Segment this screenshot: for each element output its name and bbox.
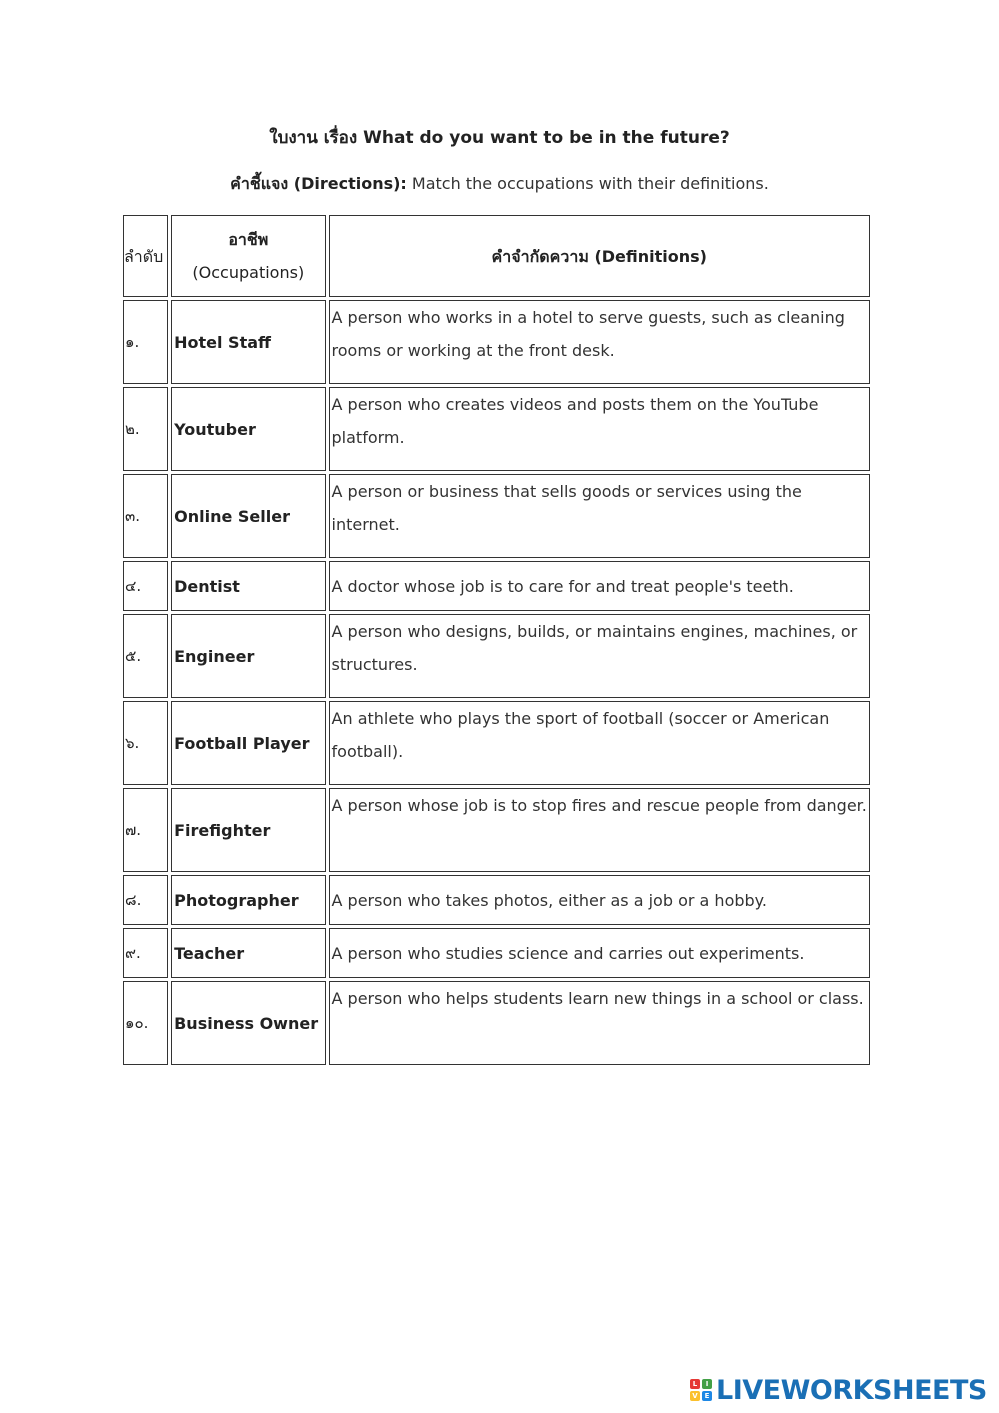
worksheet-title: ใบงาน เรื่อง What do you want to be in the future? <box>269 128 730 148</box>
table-row <box>123 928 870 978</box>
row-occupation: Teacher <box>171 928 325 978</box>
row-number: ๘. <box>123 875 168 925</box>
row-definition: A person who works in a hotel to serve guests, such as cleaning rooms or working at the front desk. <box>329 300 870 384</box>
row-occupation: Engineer <box>171 614 325 698</box>
row-occupation: Photographer <box>171 875 325 925</box>
header-occupation <box>171 215 325 297</box>
header-number: ลำดับ <box>123 215 168 297</box>
row-occupation: Online Seller <box>171 474 325 558</box>
table-row <box>123 788 870 872</box>
logo-mark-letter: L <box>690 1379 700 1389</box>
row-number: ๖. <box>123 701 168 785</box>
liveworksheets-mark-icon <box>690 1379 712 1401</box>
row-definition: A person who helps students learn new things in a school or class. <box>329 981 870 1065</box>
logo-text: LIVEWORKSHEETS <box>716 1374 987 1406</box>
row-occupation: Dentist <box>171 561 325 611</box>
row-definition: A doctor whose job is to care for and treat people's teeth. <box>329 561 870 611</box>
header-occupation-en: (Occupations) <box>192 263 305 282</box>
row-number: ๑. <box>123 300 168 384</box>
row-number: ๑๐. <box>123 981 168 1065</box>
row-number: ๙. <box>123 928 168 978</box>
table-row <box>123 474 870 558</box>
logo-mark-letter: V <box>690 1391 700 1401</box>
table-row <box>123 614 870 698</box>
row-number: ๔. <box>123 561 168 611</box>
row-definition: A person or business that sells goods or services using the internet. <box>329 474 870 558</box>
row-definition: A person who creates videos and posts them on the YouTube platform. <box>329 387 870 471</box>
row-definition: A person who takes photos, either as a job or a hobby. <box>329 875 870 925</box>
row-number: ๕. <box>123 614 168 698</box>
directions-text: Match the occupations with their definitions. <box>406 174 769 193</box>
row-definition: An athlete who plays the sport of football (soccer or American football). <box>329 701 870 785</box>
row-definition: A person who studies science and carries out experiments. <box>329 928 870 978</box>
row-number: ๓. <box>123 474 168 558</box>
liveworksheets-logo[interactable] <box>690 1373 987 1407</box>
row-number: ๗. <box>123 788 168 872</box>
directions <box>0 172 999 197</box>
row-occupation: Football Player <box>171 701 325 785</box>
table-row <box>123 701 870 785</box>
row-occupation: Youtuber <box>171 387 325 471</box>
row-definition: A person who designs, builds, or maintains engines, machines, or structures. <box>329 614 870 698</box>
table-row <box>123 561 870 611</box>
row-number: ๒. <box>123 387 168 471</box>
header-occupation-th: อาชีพ <box>228 230 269 249</box>
occupations-table <box>120 212 873 1068</box>
table-row <box>123 387 870 471</box>
table-row <box>123 875 870 925</box>
logo-mark-letter: I <box>702 1379 712 1389</box>
table-row <box>123 981 870 1065</box>
row-occupation: Firefighter <box>171 788 325 872</box>
table-header-row <box>123 215 870 297</box>
row-occupation: Hotel Staff <box>171 300 325 384</box>
header-definition: คำจำกัดความ (Definitions) <box>329 215 870 297</box>
directions-label: คำชี้แจง (Directions): <box>230 174 407 193</box>
logo-mark-letter: E <box>702 1391 712 1401</box>
row-occupation: Business Owner <box>171 981 325 1065</box>
row-definition: A person whose job is to stop fires and rescue people from danger. <box>329 788 870 872</box>
table-row <box>123 300 870 384</box>
